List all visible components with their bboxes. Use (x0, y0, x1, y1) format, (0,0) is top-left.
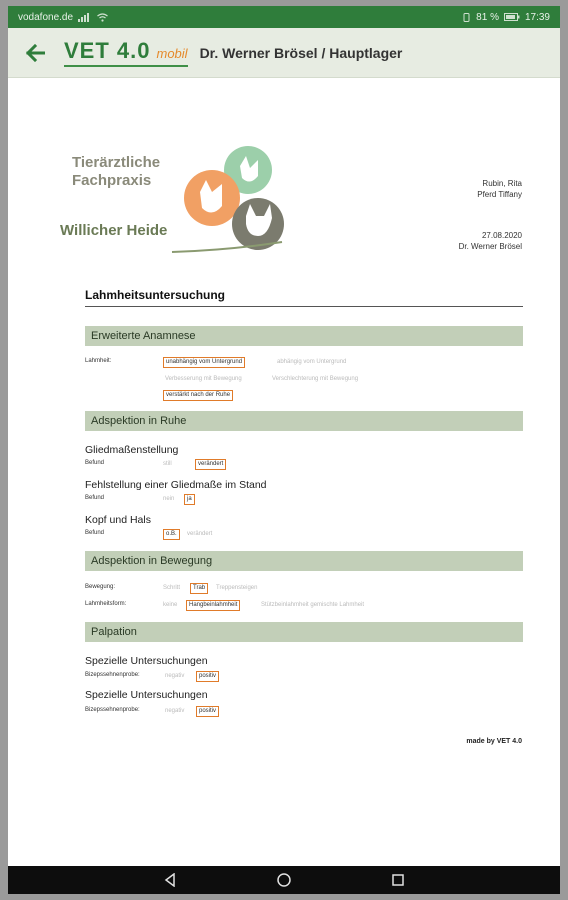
circle-home-icon (277, 873, 291, 887)
befund-label: Befund (85, 530, 105, 536)
bizepssehnenprobe-label: Bizepssehnenprobe: (85, 707, 140, 713)
title-divider (85, 306, 523, 307)
fehlstellung-title: Fehlstellung einer Gliedmaße im Stand (85, 479, 267, 491)
app-title: Dr. Werner Brösel / Hauptlager (199, 44, 403, 61)
made-by-footer: made by VET 4.0 (466, 738, 522, 745)
option-hangbeinlahmheit-selected[interactable]: Hangbeinlahmheit (186, 600, 240, 611)
kopf-hals-title: Kopf und Hals (85, 514, 151, 526)
battery-icon (504, 13, 520, 21)
app-bar (8, 28, 560, 78)
option-abhaengig[interactable]: abhängig vom Untergrund (277, 359, 347, 365)
option-negativ[interactable]: negativ (165, 673, 185, 679)
option-positiv-selected[interactable]: positiv (196, 706, 219, 717)
option-trab-selected[interactable]: Trab (190, 583, 208, 594)
option-still[interactable]: still (163, 461, 172, 467)
lahmheit-label: Lahmheit: (85, 358, 112, 364)
bewegung-label: Bewegung: (85, 584, 116, 590)
praxis-name: Willicher Heide (60, 222, 168, 239)
section-header-bewegung: Adspektion in Bewegung (85, 551, 523, 571)
nav-home-button[interactable] (273, 870, 295, 890)
option-keine[interactable]: keine (163, 602, 178, 608)
animal-name: Pferd Tiffany (477, 190, 522, 199)
option-veraendert-selected[interactable]: verändert (195, 459, 226, 470)
wifi-icon (97, 13, 108, 22)
praxis-logo (60, 146, 290, 254)
option-verbesserung[interactable]: Verbesserung mit Bewegung (165, 376, 242, 382)
carrier-label: vodafone.de (18, 11, 74, 23)
gliedmassenstellung-title: Gliedmaßenstellung (85, 444, 179, 456)
document-title: Lahmheitsuntersuchung (85, 288, 226, 302)
report-date: 27.08.2020 (481, 231, 522, 240)
logo-sub: mobil (156, 46, 188, 61)
spezielle-untersuchungen-title: Spezielle Untersuchungen (85, 655, 208, 667)
option-verschlechterung[interactable]: Verschlechterung mit Bewegung (272, 376, 359, 382)
section-header-palpation: Palpation (85, 622, 523, 642)
battery-percent: 81 % (476, 11, 499, 23)
device-screen (8, 6, 560, 894)
patient-info (459, 178, 522, 252)
option-unabhaengig-selected[interactable]: unabhängig vom Untergrund (163, 357, 245, 368)
system-nav-bar (8, 866, 560, 894)
nav-recent-button[interactable] (387, 870, 409, 890)
bizepssehnenprobe-label: Bizepssehnenprobe: (85, 672, 140, 678)
option-schritt[interactable]: Schritt (163, 585, 181, 591)
app-logo (64, 38, 188, 67)
animals-logo-icon (170, 146, 285, 254)
option-ob-selected[interactable]: o.B. (163, 529, 180, 540)
lahmheitsform-label: Lahmheitsform: (85, 601, 127, 607)
triangle-back-icon (163, 873, 177, 887)
square-recent-icon (391, 873, 405, 887)
doctor-name: Dr. Werner Brösel (458, 242, 522, 251)
section-header-ruhe: Adspektion in Ruhe (85, 411, 523, 431)
vibrate-icon (462, 13, 471, 22)
option-positiv-selected[interactable]: positiv (196, 671, 219, 682)
option-nein[interactable]: nein (163, 496, 175, 502)
befund-label: Befund (85, 495, 105, 501)
option-verstaerkt-selected[interactable]: verstärkt nach der Ruhe (163, 390, 233, 401)
option-ja-selected[interactable]: ja (184, 494, 195, 505)
arrow-left-icon (25, 44, 45, 62)
option-negativ[interactable]: negativ (165, 708, 185, 714)
option-stuetzbein-gemischt[interactable]: Stützbeinlahmheit gemischte Lahmheit (261, 602, 365, 608)
spezielle-untersuchungen-title: Spezielle Untersuchungen (85, 689, 208, 701)
nav-back-button[interactable] (159, 870, 181, 890)
owner-name: Rubin, Rita (482, 179, 522, 188)
logo-main: VET 4.0 (64, 38, 151, 63)
back-button[interactable] (22, 40, 48, 66)
befund-label: Befund (85, 460, 105, 466)
signal-icon (78, 13, 92, 22)
option-veraendert[interactable]: verändert (187, 531, 213, 537)
status-bar (8, 6, 560, 28)
option-treppensteigen[interactable]: Treppensteigen (216, 585, 258, 591)
report-document (8, 78, 560, 866)
praxis-title: Tierärztliche Fachpraxis (72, 154, 161, 189)
clock: 17:39 (524, 11, 550, 23)
section-header-anamnese: Erweiterte Anamnese (85, 326, 523, 346)
